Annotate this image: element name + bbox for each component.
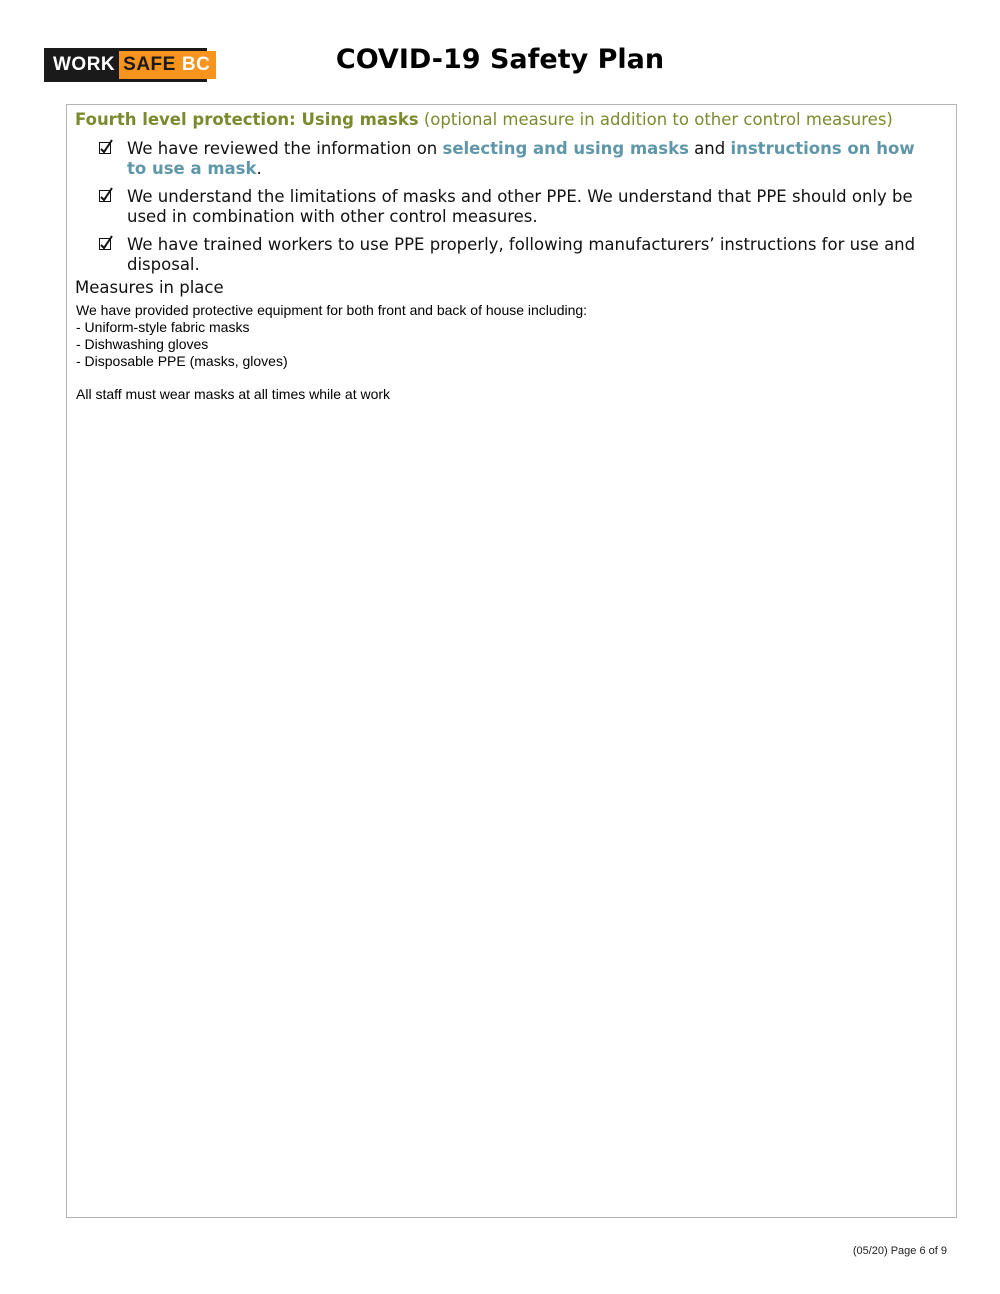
checklist-text: We have reviewed the information on [127,139,443,158]
measures-line: All staff must wear masks at all times while at work [76,386,391,402]
logo-part-safe: SAFE [119,51,180,79]
measures-line: - Uniform-style fabric masks [76,319,250,335]
checklist-item [99,139,939,178]
checklist-text: We have trained workers to use PPE properly, following manufacturers’ instructions for use and disposal. [127,235,916,274]
mask-instructions-link[interactable]: instructions on how to use a mask [127,139,915,178]
checked-checkbox-icon[interactable] [99,142,111,154]
selecting-masks-link[interactable]: selecting and using masks [442,139,689,158]
logo-part-work: WORK [53,54,116,75]
measures-line: - Dishwashing gloves [76,336,209,352]
measures-text-field[interactable] [76,302,936,403]
checklist [99,139,939,283]
section-frame [66,104,957,1218]
checklist-text: We understand the limitations of masks and other PPE. We understand that PPE should only be used in combination with other control measures. [127,187,913,226]
checklist-text: . [256,158,262,178]
section-heading [75,109,950,131]
document-title: COVID-19 Safety Plan [335,44,665,75]
page-footer: (05/20) Page 6 of 9 [852,1245,947,1257]
section-heading-title: Fourth level protection: Using masks [75,110,419,129]
checklist-item [99,235,939,274]
logo-part-bc: BC [180,51,216,79]
measures-line: - Disposable PPE (masks, gloves) [76,353,288,369]
checklist-item [99,187,939,226]
measures-blank-line [76,370,936,386]
checked-checkbox-icon[interactable] [99,190,111,202]
measures-line: We have provided protective equipment for both front and back of house including: [76,302,588,318]
checked-checkbox-icon[interactable] [99,238,111,250]
section-heading-note: (optional measure in addition to other control measures) [423,110,893,129]
checklist-text: and [688,139,731,158]
measures-label: Measures in place [75,278,224,297]
